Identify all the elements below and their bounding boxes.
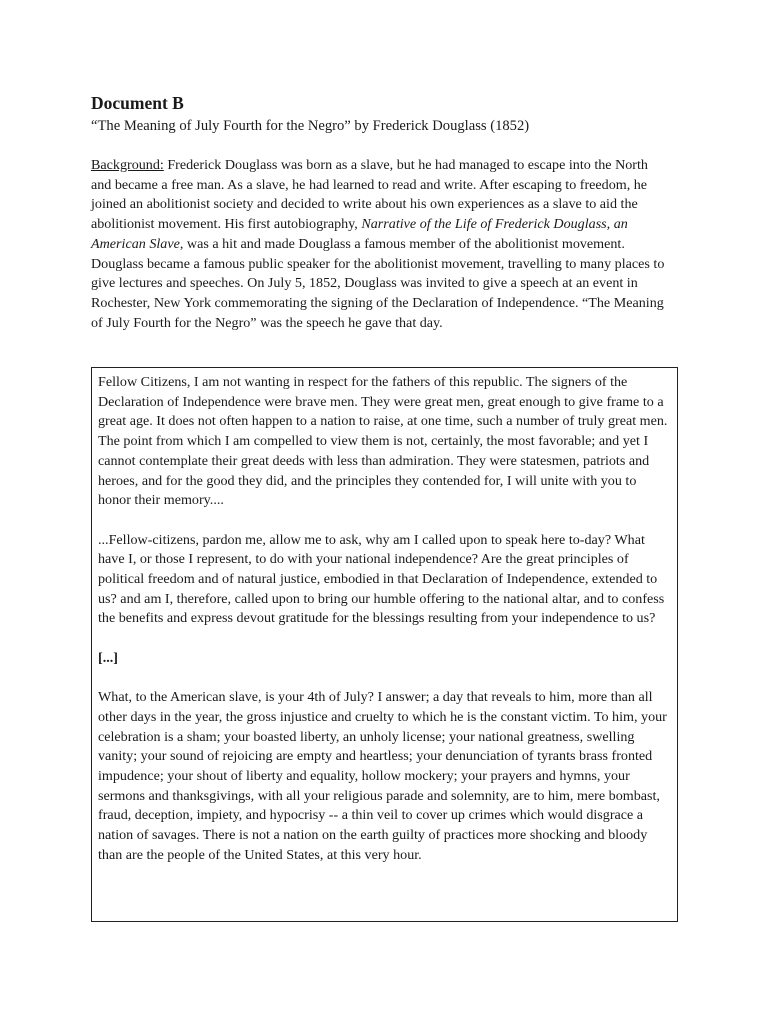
background-paragraph [91, 156, 671, 333]
excerpt-paragraph-1: Fellow Citizens, I am not wanting in respect for the fathers of this republic. The signers of the Declaration of Independence were brave men. They were great men, great enough to give frame to a great age. It does not often happen to a nation to raise, at one time, such a number of truly great men. The point from which I am compelled to view them is not, certainly, the most favorable; and yet I cannot contemplate their great deeds with less than admiration. They were statesmen, patriots and heroes, and for the good they did, and the principles they contended for, I will unite with you to honor their memory.... [98, 374, 668, 509]
excerpt-paragraph-3: What, to the American slave, is your 4th of July? I answer; a day that reveals to him, more than all other days in the year, the gross injustice and cruelty to which he is the constant victim. To him, your celebration is a sham; your boasted liberty, an unholy license; your national greatness, swelling vanity; your sound of rejoicing are empty and heartless; your denunciation of tyrants brass fronted impudence; your shout of liberty and equality, hollow mockery; your prayers and hymns, your sermons and thanksgivings, with all your religious parade and solemnity, are to him, mere bombast, fraud, deception, impiety, and hypocrisy -- a thin veil to cover up crimes which would disgrace a nation of savages. There is not a nation on the earth guilty of practices more shocking and bloody than are the people of the United States, at this very hour. [98, 689, 667, 863]
book-title: Narrative of the Life of Frederick Douglass, an American Slave [91, 216, 628, 252]
document-header [91, 92, 681, 333]
background-text-part1: Frederick Douglass was born as a slave, but he had managed to escape into the North and became a free man. As a slave, he had learned to read and write. After escaping to freedom, he joined an abolitionist society and decided to write about his own experiences as a slave to aid the abolitionist movement. His first autobiography, [91, 157, 648, 233]
speech-excerpt-box [91, 367, 678, 922]
excerpt-omission-marker: [...] [98, 649, 118, 666]
background-text-part2: , was a hit and made Douglass a famous member of the abolitionist movement. Douglass became a famous public speaker for the abolitionist movement, travelling to many places to give lectures and speeches. On July 5, 1852, Douglass was invited to give a speech at an event in Rochester, New York commemorating the signing of the Declaration of Independence. “The Meaning of July Fourth for the Negro” was the speech he gave that day. [91, 235, 665, 331]
excerpt-paragraph-2: ...Fellow-citizens, pardon me, allow me to ask, why am I called upon to speak here to-day? What have I, or those I represent, to do with your national independence? Are the great principles of political freedom and of natural justice, embodied in that Declaration of Independence, extended to us? and am I, therefore, called upon to bring our humble offering to the national altar, and to confess the benefits and express devout gratitude for the blessings resulting from your independence to us? [98, 531, 665, 627]
document-title: Document B [91, 93, 184, 113]
document-subtitle: “The Meaning of July Fourth for the Negro” by Frederick Douglass (1852) [91, 118, 530, 134]
background-label: Background: [91, 157, 164, 173]
